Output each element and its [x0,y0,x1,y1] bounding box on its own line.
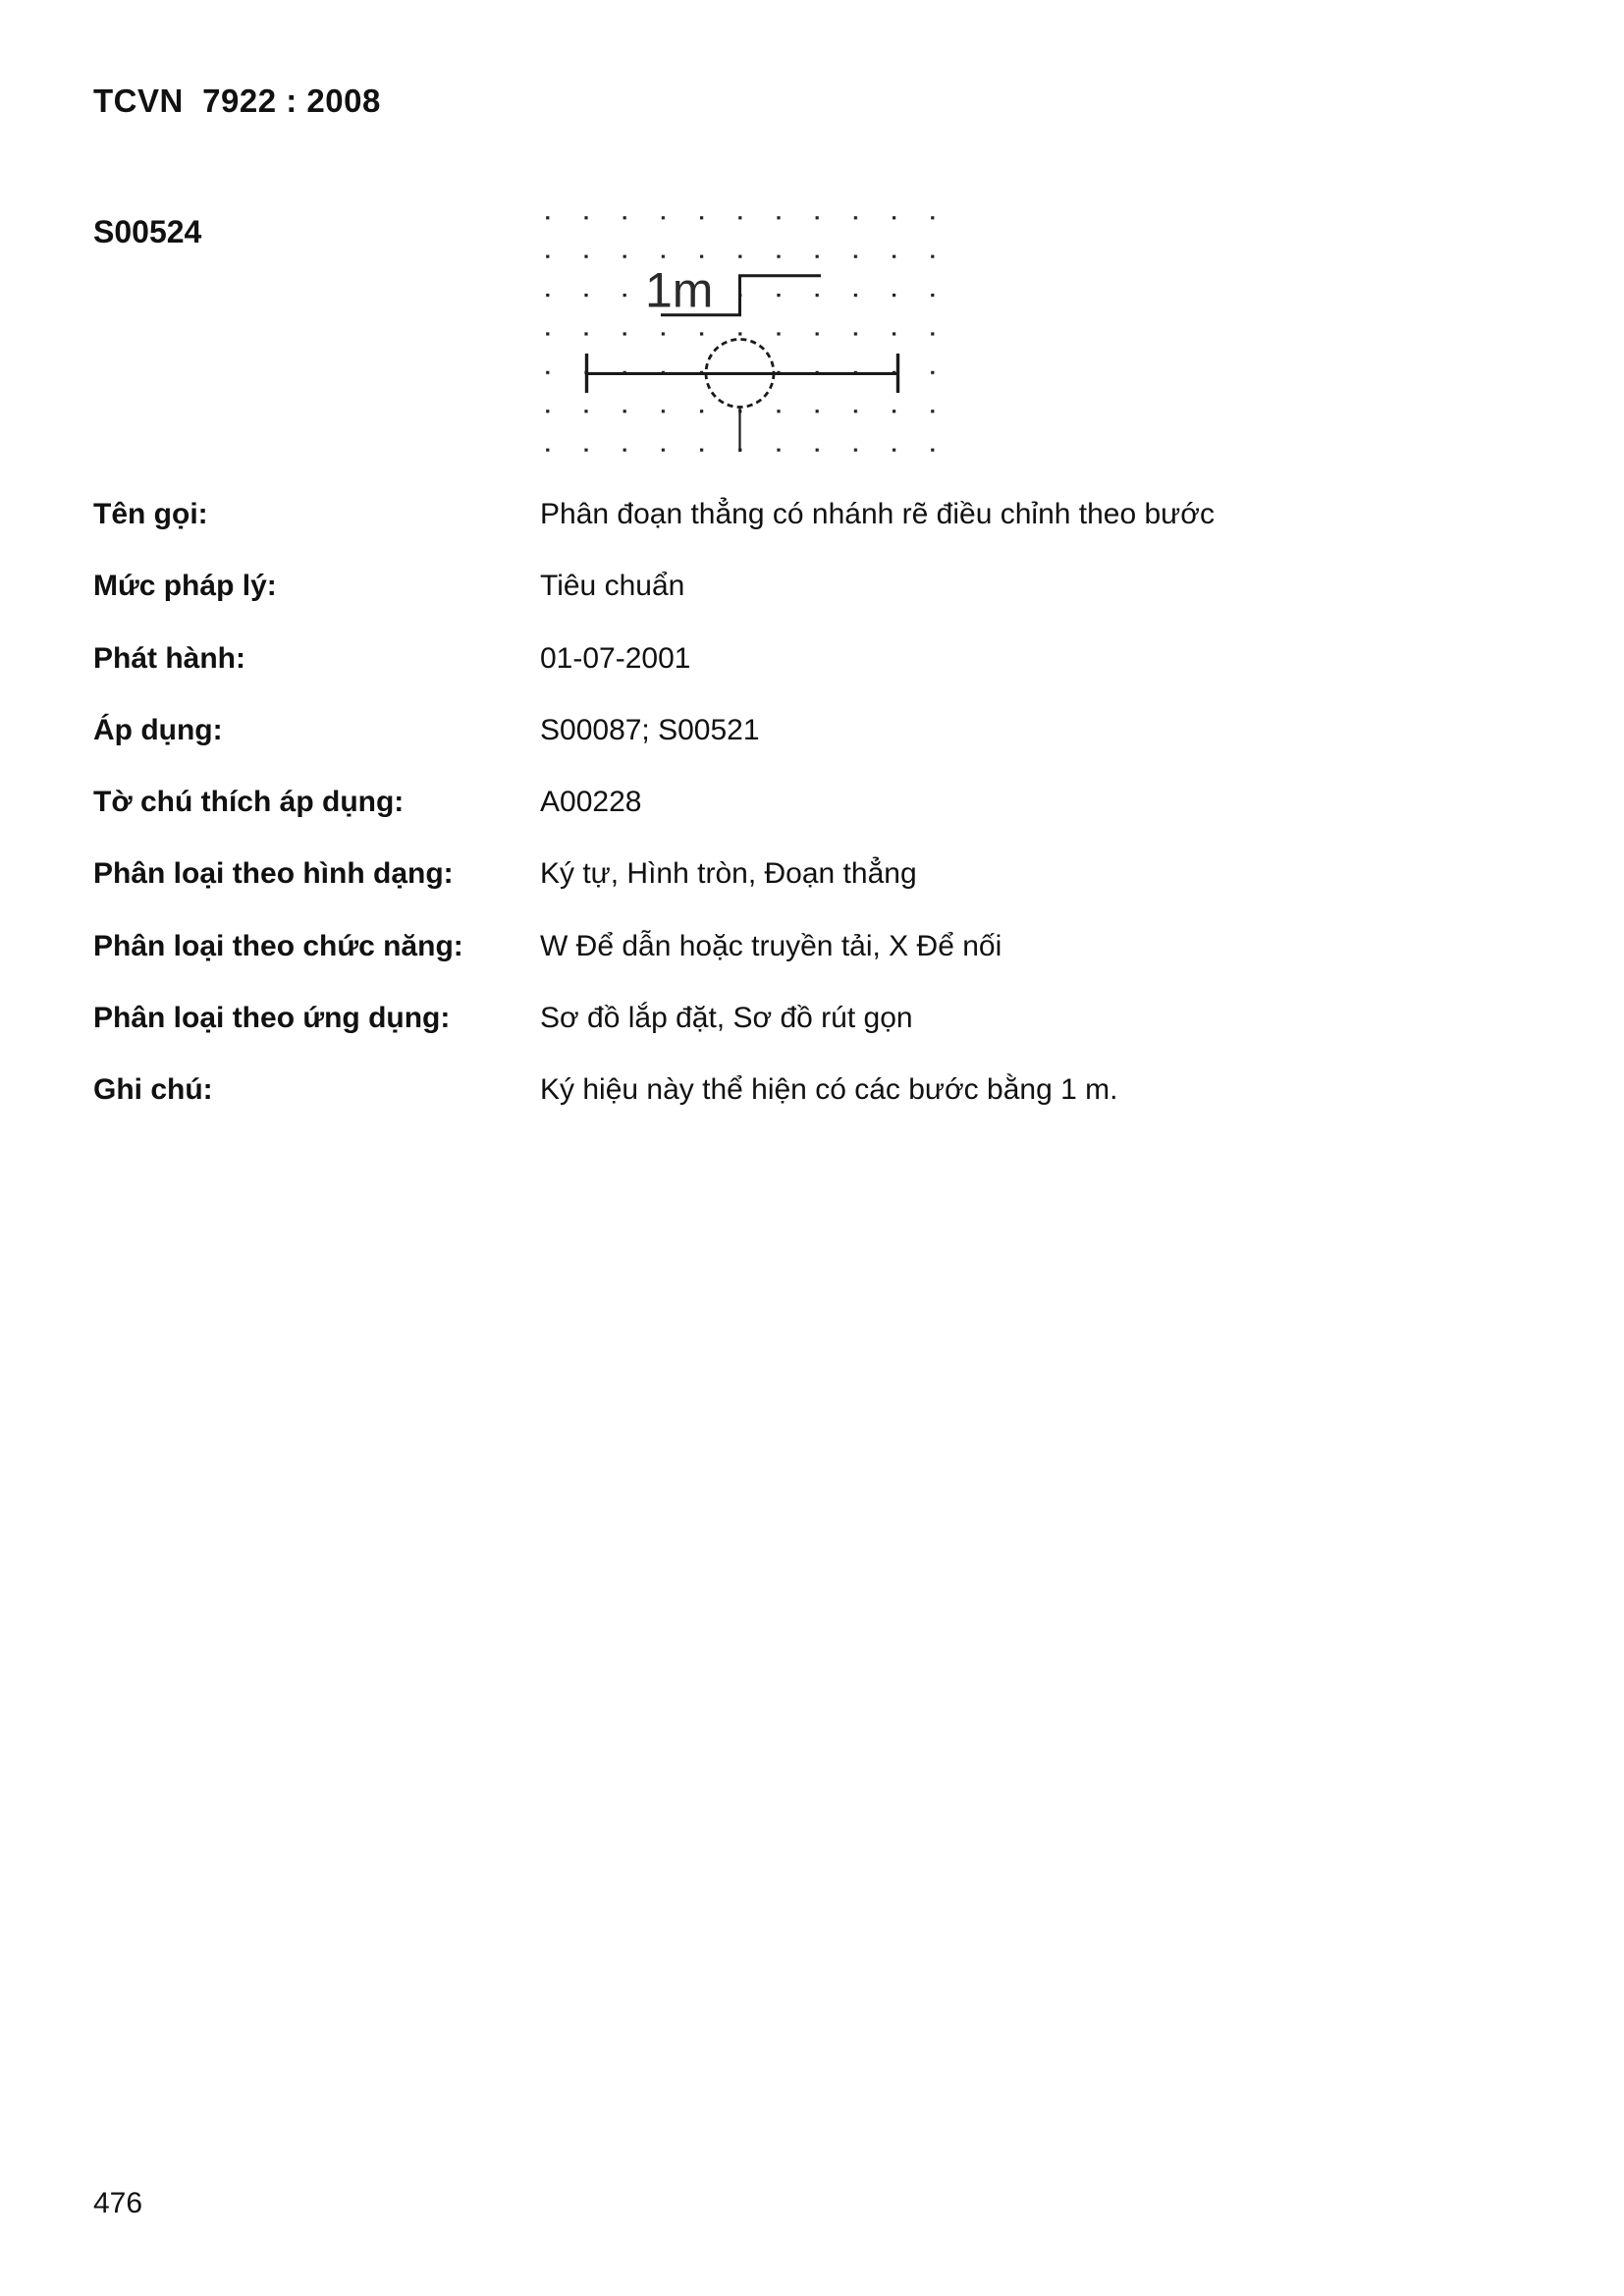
attributes-table [93,497,1537,1145]
symbol-diagram [530,196,962,471]
standard-code-heading: TCVN 7922 : 2008 [93,82,381,119]
scale-label: 1m [645,262,714,318]
field-value: 01-07-2001 [540,641,691,675]
field-label: Áp dụng: [93,713,223,746]
field-value: W Để dẫn hoặc truyền tải, X Để nối [540,929,1002,962]
field-label: Phân loại theo chức năng: [93,929,463,962]
symbol-id: S00524 [93,214,202,249]
field-label: Phân loại theo hình dạng: [93,857,454,891]
field-value: Sơ đồ lắp đặt, Sơ đồ rút gọn [540,1002,913,1035]
field-label: Tên gọi: [93,498,208,530]
field-label: Phân loại theo ứng dụng: [93,1002,451,1035]
field-label: Ghi chú: [93,1073,213,1107]
field-value: Tiêu chuẩn [540,570,685,603]
field-value: S00087; S00521 [540,713,760,746]
field-label: Mức pháp lý: [93,570,277,603]
page-number: 476 [93,2187,143,2219]
field-value: Phân đoạn thẳng có nhánh rẽ điều chỉnh theo bước [540,498,1215,530]
field-value: A00228 [540,786,642,819]
field-label: Phát hành: [93,641,245,675]
field-value: Ký hiệu này thể hiện có các bước bằng 1 m. [540,1073,1118,1107]
grid-dots [544,214,939,457]
field-value: Ký tự, Hình tròn, Đoạn thẳng [540,857,917,891]
symbol-diagram-canvas [530,196,962,471]
field-label: Tờ chú thích áp dụng: [93,786,405,819]
